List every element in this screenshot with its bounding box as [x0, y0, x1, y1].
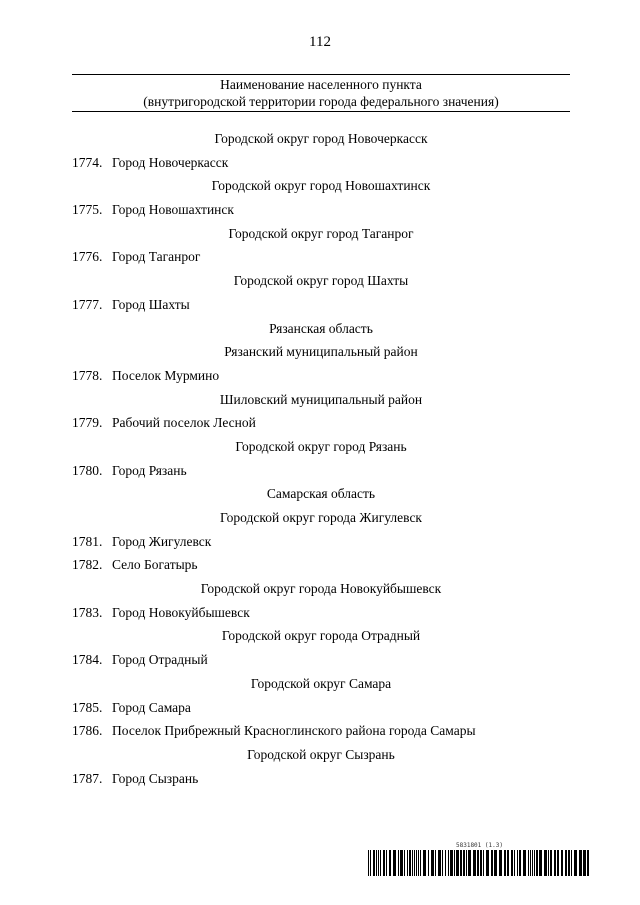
list-item — [72, 696, 570, 720]
item-name: Город Жигулевск — [112, 533, 212, 549]
item-number: 1778. — [72, 367, 103, 383]
item-number: 1779. — [72, 415, 103, 431]
barcode-label: 5831801 (1.3) — [456, 842, 503, 849]
item-number: 1785. — [72, 699, 103, 715]
list-item — [72, 767, 570, 791]
barcode-icon — [368, 850, 590, 876]
section-heading: Городской округ город Рязань — [235, 438, 407, 454]
item-number: 1774. — [72, 154, 103, 170]
settlement-list — [72, 127, 570, 790]
list-item — [72, 293, 570, 317]
section-heading: Городской округ Сызрань — [247, 746, 395, 762]
section-heading: Городской округ город Таганрог — [228, 225, 414, 241]
item-name: Поселок Прибрежный Красноглинского района города Самары — [112, 723, 476, 739]
page-number: 112 — [309, 34, 331, 50]
item-name: Город Таганрог — [112, 249, 201, 265]
list-item — [72, 364, 570, 388]
list-item — [72, 719, 570, 743]
item-number: 1777. — [72, 296, 103, 312]
item-name: Город Отрадный — [112, 652, 208, 668]
list-item — [72, 411, 570, 435]
list-item — [72, 648, 570, 672]
item-number: 1787. — [72, 770, 103, 786]
section-heading: Городской округ города Жигулевск — [220, 510, 422, 525]
item-number: 1776. — [72, 249, 103, 265]
item-number: 1775. — [72, 202, 103, 218]
item-name: Город Сызрань — [112, 770, 199, 786]
item-number: 1781. — [72, 533, 103, 549]
item-number: 1782. — [72, 557, 103, 573]
list-item — [72, 530, 570, 554]
section-heading: Городской округ города Новокуйбышевск — [200, 581, 442, 597]
section-heading: Рязанский муниципальный район — [224, 344, 418, 360]
list-item — [72, 459, 570, 483]
item-name: Село Богатырь — [112, 557, 198, 573]
section-heading: Городской округ город Новочеркасск — [214, 131, 428, 146]
section-heading: Самарская область — [266, 486, 376, 502]
list-item — [72, 553, 570, 577]
item-name: Город Новошахтинск — [112, 202, 234, 218]
section-heading: Городской округ города Отрадный — [221, 628, 421, 644]
list-item — [72, 151, 570, 175]
column-header — [72, 76, 570, 110]
item-name: Поселок Мурмино — [112, 367, 220, 383]
column-header-line-2: (внутригородской территории города федерального значения) — [143, 94, 499, 109]
list-item — [72, 198, 570, 222]
barcode — [368, 842, 590, 876]
item-name: Город Рязань — [112, 462, 187, 478]
item-name: Город Шахты — [112, 296, 190, 312]
item-name: Рабочий поселок Лесной — [112, 415, 256, 431]
item-number: 1780. — [72, 462, 103, 478]
item-number: 1786. — [72, 723, 103, 739]
section-heading: Городской округ город Новошахтинск — [211, 178, 431, 194]
header-top-rule — [72, 74, 570, 75]
item-name: Город Самара — [112, 699, 191, 715]
section-heading: Городской округ город Шахты — [233, 273, 409, 289]
item-name: Город Новочеркасск — [112, 154, 229, 170]
section-heading: Рязанская область — [269, 320, 373, 336]
item-name: Город Новокуйбышевск — [112, 604, 250, 620]
list-item — [72, 601, 570, 625]
item-number: 1783. — [72, 604, 103, 620]
column-header-line-1: Наименование населенного пункта — [220, 77, 422, 92]
header-bottom-rule — [72, 111, 570, 112]
section-heading: Городской округ Самара — [250, 675, 392, 691]
list-item — [72, 245, 570, 269]
section-heading: Шиловский муниципальный район — [219, 391, 423, 407]
item-number: 1784. — [72, 652, 103, 668]
